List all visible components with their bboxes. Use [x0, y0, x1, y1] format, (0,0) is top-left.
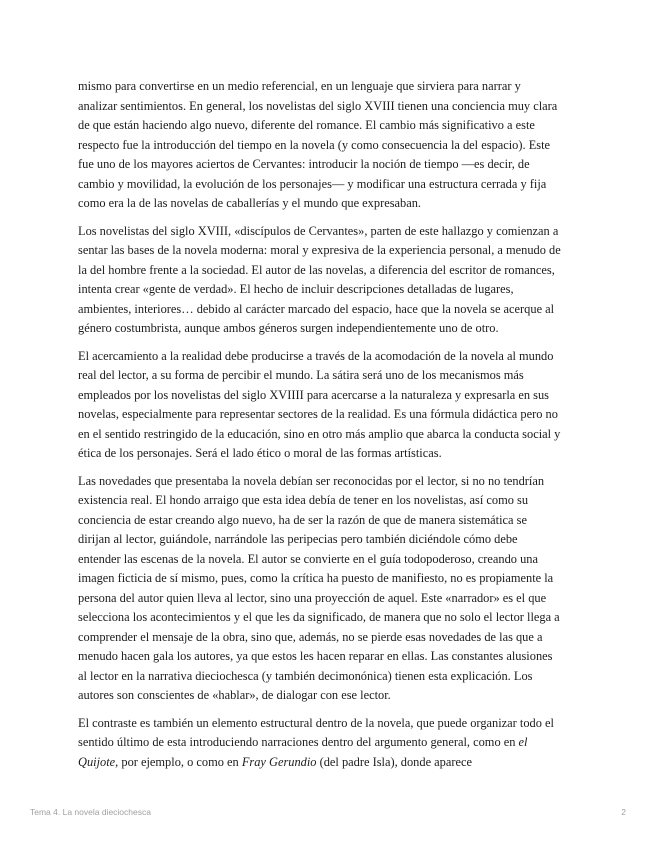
text-line: analizar sentimientos. En general, los novelistas del siglo XVIII tienen una conciencia muy clara [78, 98, 558, 113]
text-line: sentar las bases de la novela moderna: moral y expresiva de la experiencia personal, a menudo de [78, 243, 561, 257]
text-line: selecciona los acontecimientos y el que les da significado, de manera que no solo el lector llega a [78, 610, 560, 624]
text-line: conciencia de estar creando algo nuevo, ha de ser la razón de que de manera sistemática se [78, 512, 527, 527]
text-line: dirijan al lector, guiándole, narrándole las peripecias pero también diciéndole cómo debe [78, 532, 518, 546]
text-line [78, 733, 578, 753]
text-line: imagen ficticia de sí mismo, pues, como la crítica ha puesto de manifiesto, no es propiamente la [78, 571, 554, 585]
text-line: la del hombre frente a la sociedad. El autor de las novelas, a diferencia del escritor de romances, [78, 262, 555, 277]
page-number: 2 [621, 807, 626, 817]
text-line: El acercamiento a la realidad debe producirse a través de la acomodación de la novela al mundo [78, 348, 554, 363]
italic-title-el: el [518, 735, 528, 749]
text-line: respecto fue la introducción del tiempo en la novela (y como consecuencia la del espacio). Este [78, 137, 551, 152]
text-line: entender las escenas de la novela. El autor se convierte en el guía todopoderoso, creando una [78, 551, 538, 566]
paragraph-1 [78, 77, 578, 214]
document-body [78, 77, 578, 780]
text-line: género costumbrista, aunque ambos géneros surgen independientemente uno de otro. [78, 321, 499, 335]
text-segment: sentido último de esta introduciendo narraciones dentro del argumento general, como en [78, 735, 519, 749]
text-line: real del lector, a su forma de percibir el mundo. La sátira será uno de los mecanismos más [78, 368, 524, 382]
italic-title-quijote: Quijote [78, 754, 116, 769]
text-line [78, 753, 578, 773]
text-segment: , por ejemplo, o como en [115, 754, 242, 769]
text-line: El contraste es también un elemento estructural dentro de la novela, que puede organizar todo el [78, 715, 554, 730]
text-line: empleados por los novelistas del siglo XVIIII para acercarse a la naturaleza y expresarla en sus [78, 387, 549, 402]
text-line: cambio y movilidad, la evolución de los personajes— y modificar una estructura cerrada y fija [78, 176, 547, 191]
text-line: como era la de las novelas de caballerías y el mundo que expresaban. [78, 196, 422, 210]
text-line: fue uno de los mayores aciertos de Cervantes: introducir la noción de tiempo —es decir, de [78, 157, 530, 171]
italic-title-fray-gerundio: Fray Gerundio [241, 754, 317, 769]
paragraph-3 [78, 347, 578, 464]
text-line: comprender el mensaje de la obra, sino que, además, no se pierde esas novedades de las que a [78, 629, 543, 644]
text-line: al lector en la narrativa dieciochesca (y también decimonónica) tienen esta explicación. Los [78, 668, 533, 683]
text-line: persona del autor quien lleva al lector, sino una proyección de aquel. Este «narrador» es el que [78, 590, 547, 605]
text-line: de que están haciendo algo nuevo, diferente del romance. El cambio más significativo a este [78, 118, 535, 132]
text-line: ambientes, interiores… debido al carácter marcado del espacio, hace que la novela se acerque al [78, 301, 555, 316]
text-line: novelas, especialmente para representar sectores de la realidad. Es una fórmula didáctica pero no [78, 407, 558, 421]
text-line: existencia real. El hondo arraigo que esta idea debía de tener en los novelistas, así como su [78, 493, 529, 507]
text-segment: (del padre Isla), donde aparece [316, 754, 472, 769]
text-line: menudo hacen gala los autores, ya que estos les hacen reparar en ellas. Las constantes alusiones [78, 649, 553, 663]
text-line: en el sentido restringido de la educación, sino en otro más amplio que abarca la conducta social y [78, 426, 561, 441]
paragraph-4 [78, 472, 578, 706]
text-line: Los novelistas del siglo XVIII, «discípulos de Cervantes», parten de este hallazgo y comienzan a [78, 223, 559, 238]
paragraph-2 [78, 222, 578, 339]
paragraph-5 [78, 714, 578, 773]
text-line: mismo para convertirse en un medio referencial, en un lenguaje que sirviera para narrar y [78, 79, 521, 93]
text-line: intenta crear «gente de verdad». El hecho de incluir descripciones detalladas de lugares, [78, 282, 514, 296]
footer-chapter-title: Tema 4. La novela dieciochesca [30, 807, 151, 817]
text-line: ética de los personajes. Será el lado ético o moral de las formas artísticas. [78, 446, 442, 460]
text-line: Las novedades que presentaba la novela debían ser reconocidas por el lector, si no no tendrían [78, 473, 545, 488]
text-line: autores son conscientes de «hablar», de dialogar con ese lector. [78, 688, 391, 702]
